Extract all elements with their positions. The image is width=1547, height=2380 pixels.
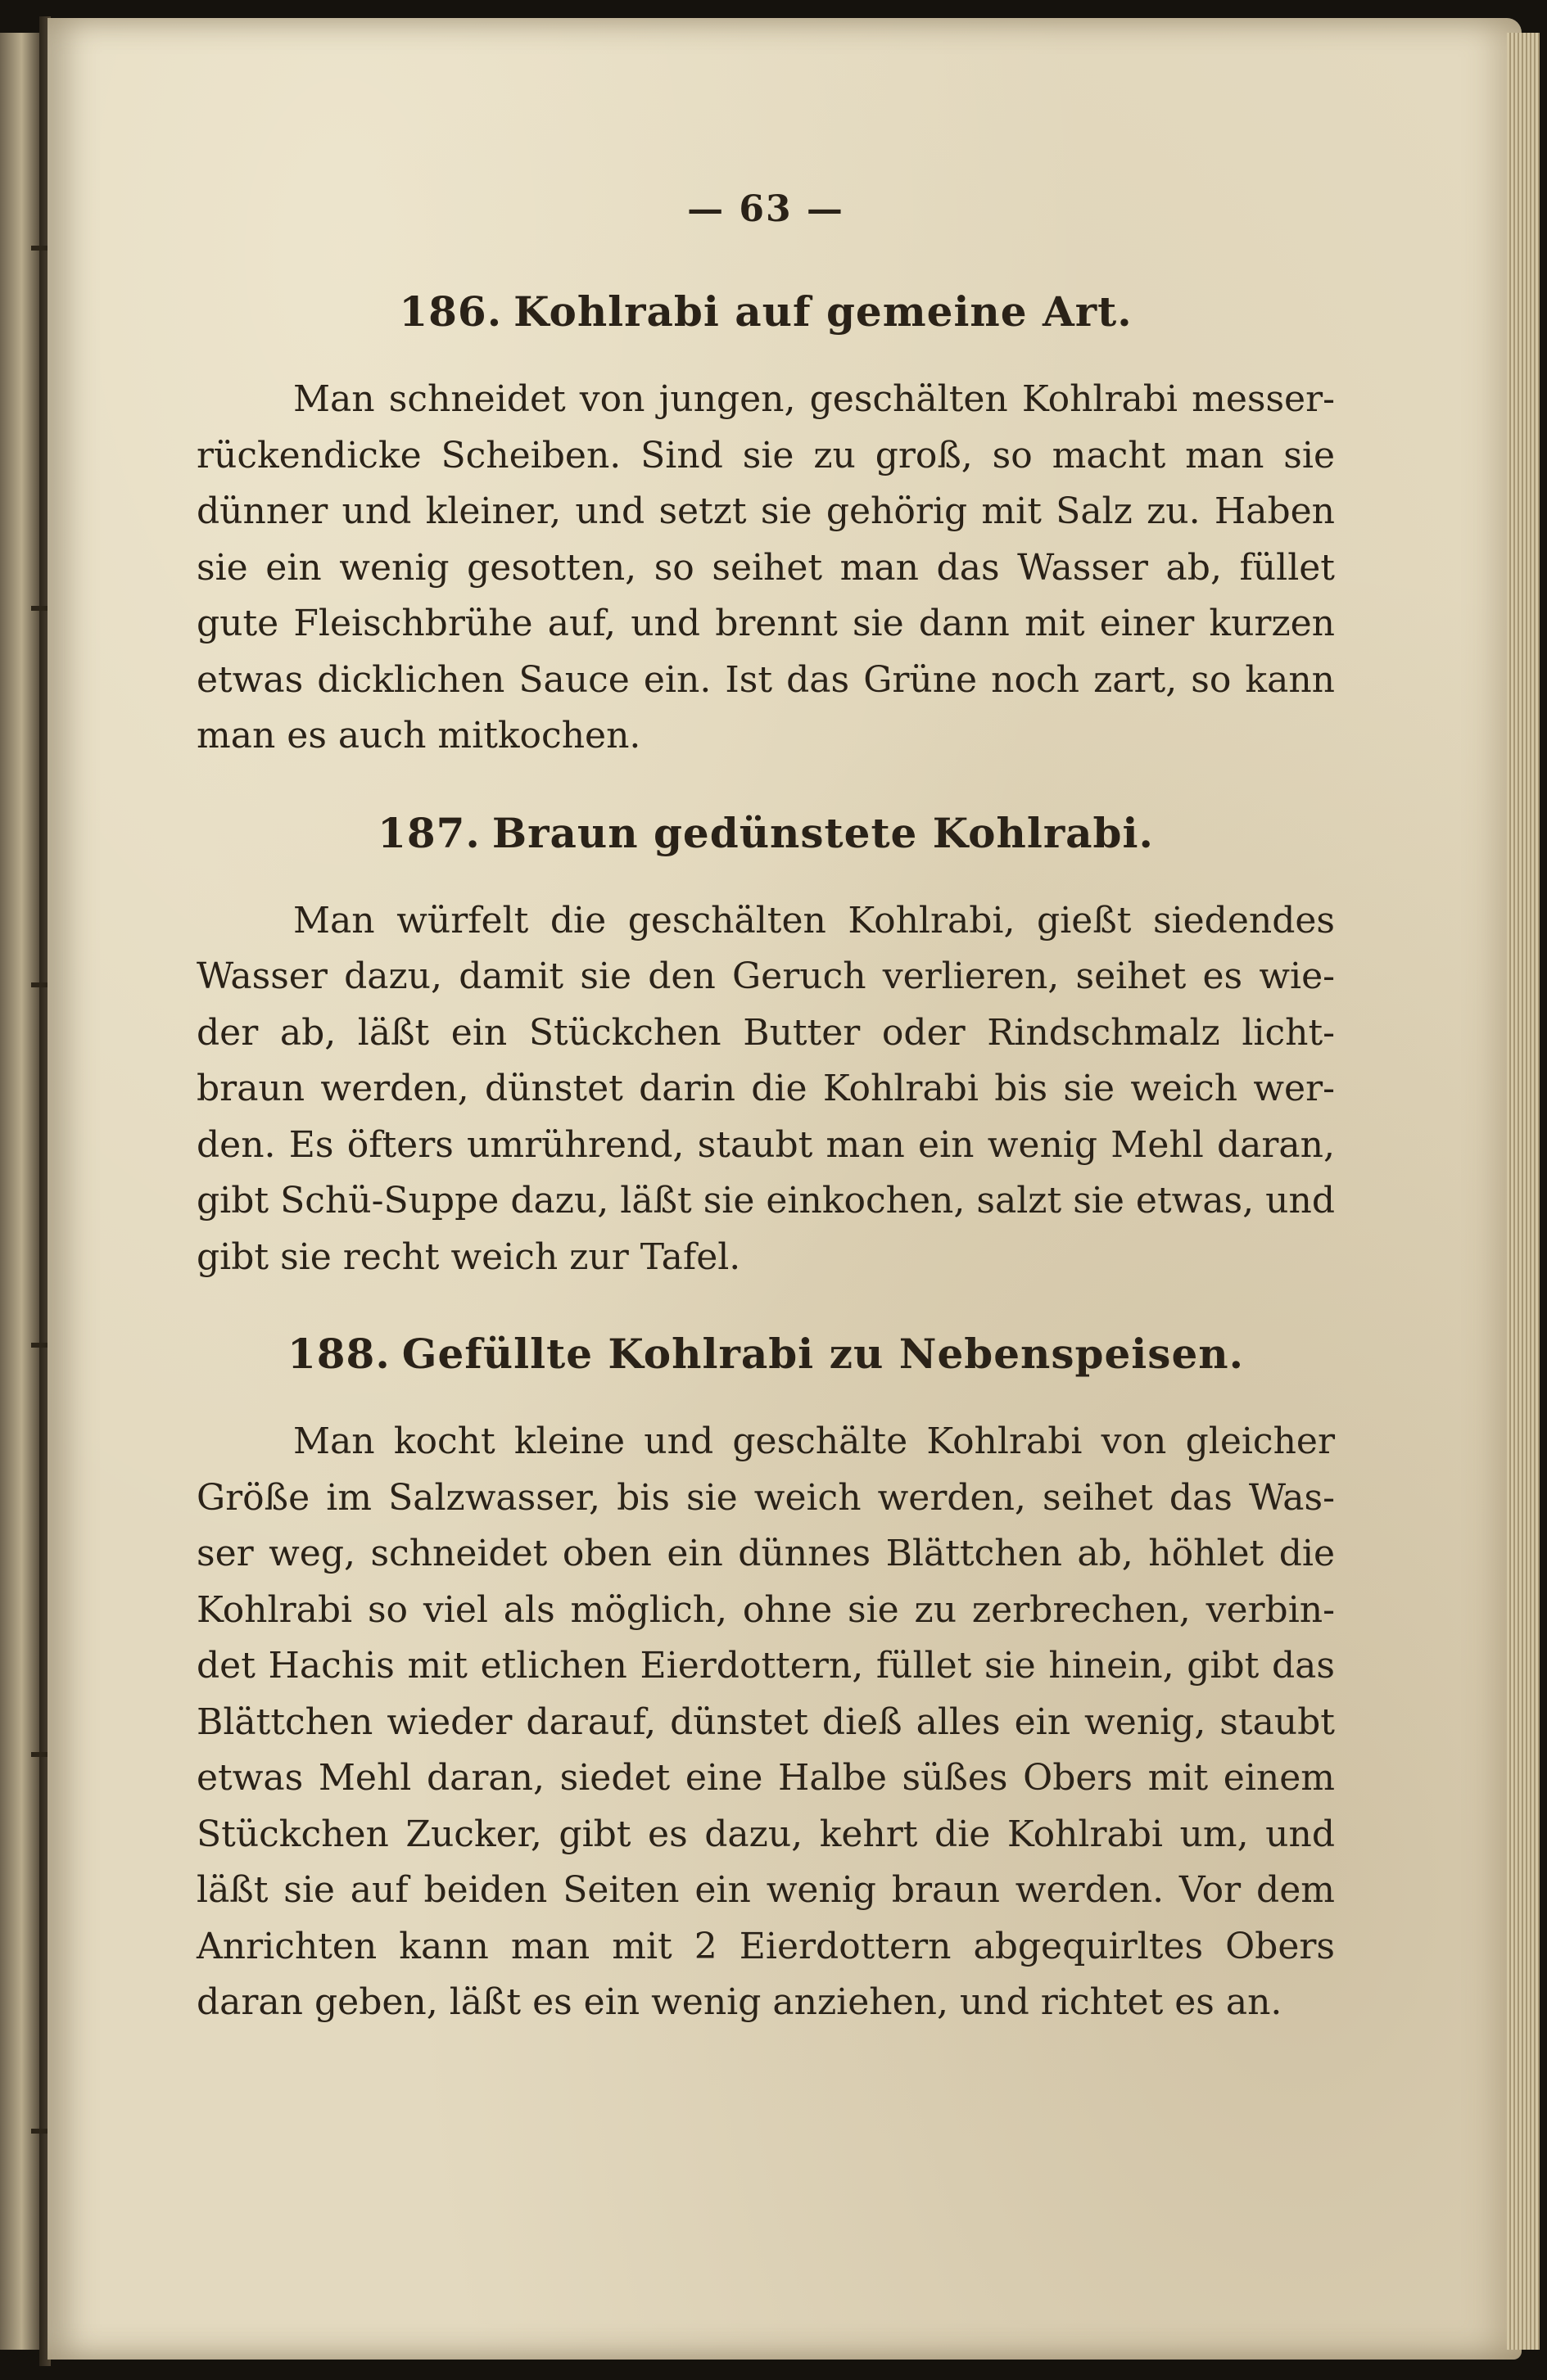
recipe-text: Man schneidet von jungen, geschälten Kohlrabi messer- rückendicke Scheiben. Sind sie zu groß, so macht man sie dünner und kleiner, und setzt sie gehörig mit Salz zu. Haben sie ein wenig gesotten, so seihet man das Wasser ab, füllet gute Fleischbrühe auf, und brennt sie dann mit einer kurzen etwas dicklichen Sauce ein. Ist das Grüne noch zart, so kann man es auch mitkochen.	[197, 378, 1335, 756]
recipe-number: 186.	[399, 287, 503, 336]
recipe-title: Gefüllte Kohlrabi zu Nebenspeisen.	[401, 1330, 1245, 1378]
recipe-187	[197, 809, 1335, 1286]
recipe-text: Man kocht kleine und geschälte Kohlrabi von gleicher Größe im Salzwasser, bis sie weich werden, seihet das Was- ser weg, schneidet oben ein dünnes Blättchen ab, höhlet die Kohlrabi so viel als möglich, ohne sie zu zerbrechen, verbin- det Hachis mit etlichen Eierdottern, füllet sie hinein, gibt das Blättchen wieder darauf, dünstet dieß alles ein wenig, staubt etwas Mehl daran, siedet eine Halbe süßes Obers mit einem Stückchen Zucker, gibt es dazu, kehrt die Kohlrabi um, und läßt sie auf beiden Seiten ein wenig braun werden. Vor dem Anrichten kann man mit 2 Eierdottern abgequirltes Obers daran geben, läßt es ein wenig anziehen, und richtet es an.	[197, 1420, 1335, 2023]
recipe-number: 187.	[378, 808, 481, 857]
recipe-text: Man würfelt die geschälten Kohlrabi, gießt siedendes Wasser dazu, damit sie den Geruch verlieren, seihet es wie- der ab, läßt ein Stückchen Butter oder Rindschmalz licht- braun werden, dünstet darin die Kohlrabi bis sie weich wer- den. Es öfters umrührend, staubt man ein wenig Mehl daran, gibt Schü-Suppe dazu, läßt sie einkochen, salzt sie etwas, und gibt sie recht weich zur Tafel.	[197, 899, 1335, 1278]
left-page-edge	[0, 33, 39, 2350]
recipe-title: Braun gedünstete Kohlrabi.	[491, 808, 1154, 857]
recipe-heading	[197, 809, 1335, 857]
page-fore-edge	[1507, 33, 1540, 2350]
page-number: — 63 —	[687, 188, 844, 230]
recipe-number: 188.	[287, 1330, 391, 1378]
page-content	[197, 188, 1335, 2075]
recipe-188	[197, 1330, 1335, 2031]
recipe-heading	[197, 287, 1335, 336]
recipe-186	[197, 287, 1335, 765]
recipe-heading	[197, 1330, 1335, 1378]
recipe-title: Kohlrabi auf gemeine Art.	[513, 287, 1133, 336]
